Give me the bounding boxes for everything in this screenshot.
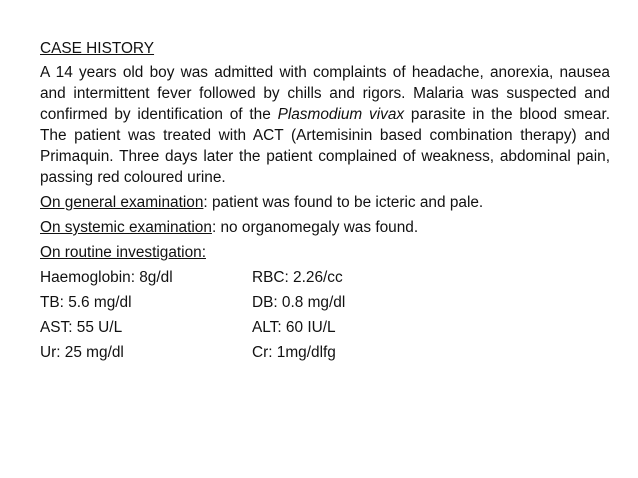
lab-value-right: RBC: 2.26/cc: [252, 269, 343, 286]
lab-row: [40, 292, 610, 313]
systemic-examination-line: [40, 217, 610, 238]
routine-investigation-line: [40, 242, 610, 263]
history-text-part2: parasite in the blood smear. The patient was treated with ACT (Artemisinin based combination therapy) and Primaquin. Three days later the patient complained of weakness, abdominal pain, passing red coloured urine.: [40, 106, 610, 186]
parasite-name: Plasmodium vivax: [277, 106, 405, 123]
case-history-paragraph: [40, 62, 610, 188]
history-text-part1: A 14 years old boy was admitted with complaints of headache, anorexia, nausea and intermittent fever followed by chills and rigors. Malaria was suspected and confirmed by identification of the: [40, 64, 610, 123]
lab-value-right: Cr: 1mg/dlfg: [252, 344, 336, 361]
lab-row: [40, 342, 610, 363]
lab-row: [40, 317, 610, 338]
general-examination-text: : patient was found to be icteric and pale.: [203, 194, 484, 211]
lab-value-left: Ur: 25 mg/dl: [40, 344, 124, 361]
systemic-examination-text: : no organomegaly was found.: [211, 219, 419, 236]
lab-value-right: DB: 0.8 mg/dl: [252, 294, 346, 311]
lab-value-left: AST: 55 U/L: [40, 319, 123, 336]
lab-value-left: TB: 5.6 mg/dl: [40, 294, 132, 311]
lab-value-right: ALT: 60 IU/L: [252, 319, 336, 336]
general-examination-label: On general examination: [40, 194, 204, 211]
slide-content: [40, 38, 610, 367]
lab-row: [40, 267, 610, 288]
routine-investigation-label: On routine investigation:: [40, 244, 206, 261]
lab-value-left: Haemoglobin: 8g/dl: [40, 269, 173, 286]
case-history-heading: CASE HISTORY: [40, 40, 155, 57]
systemic-examination-label: On systemic examination: [40, 219, 212, 236]
general-examination-line: [40, 192, 610, 213]
